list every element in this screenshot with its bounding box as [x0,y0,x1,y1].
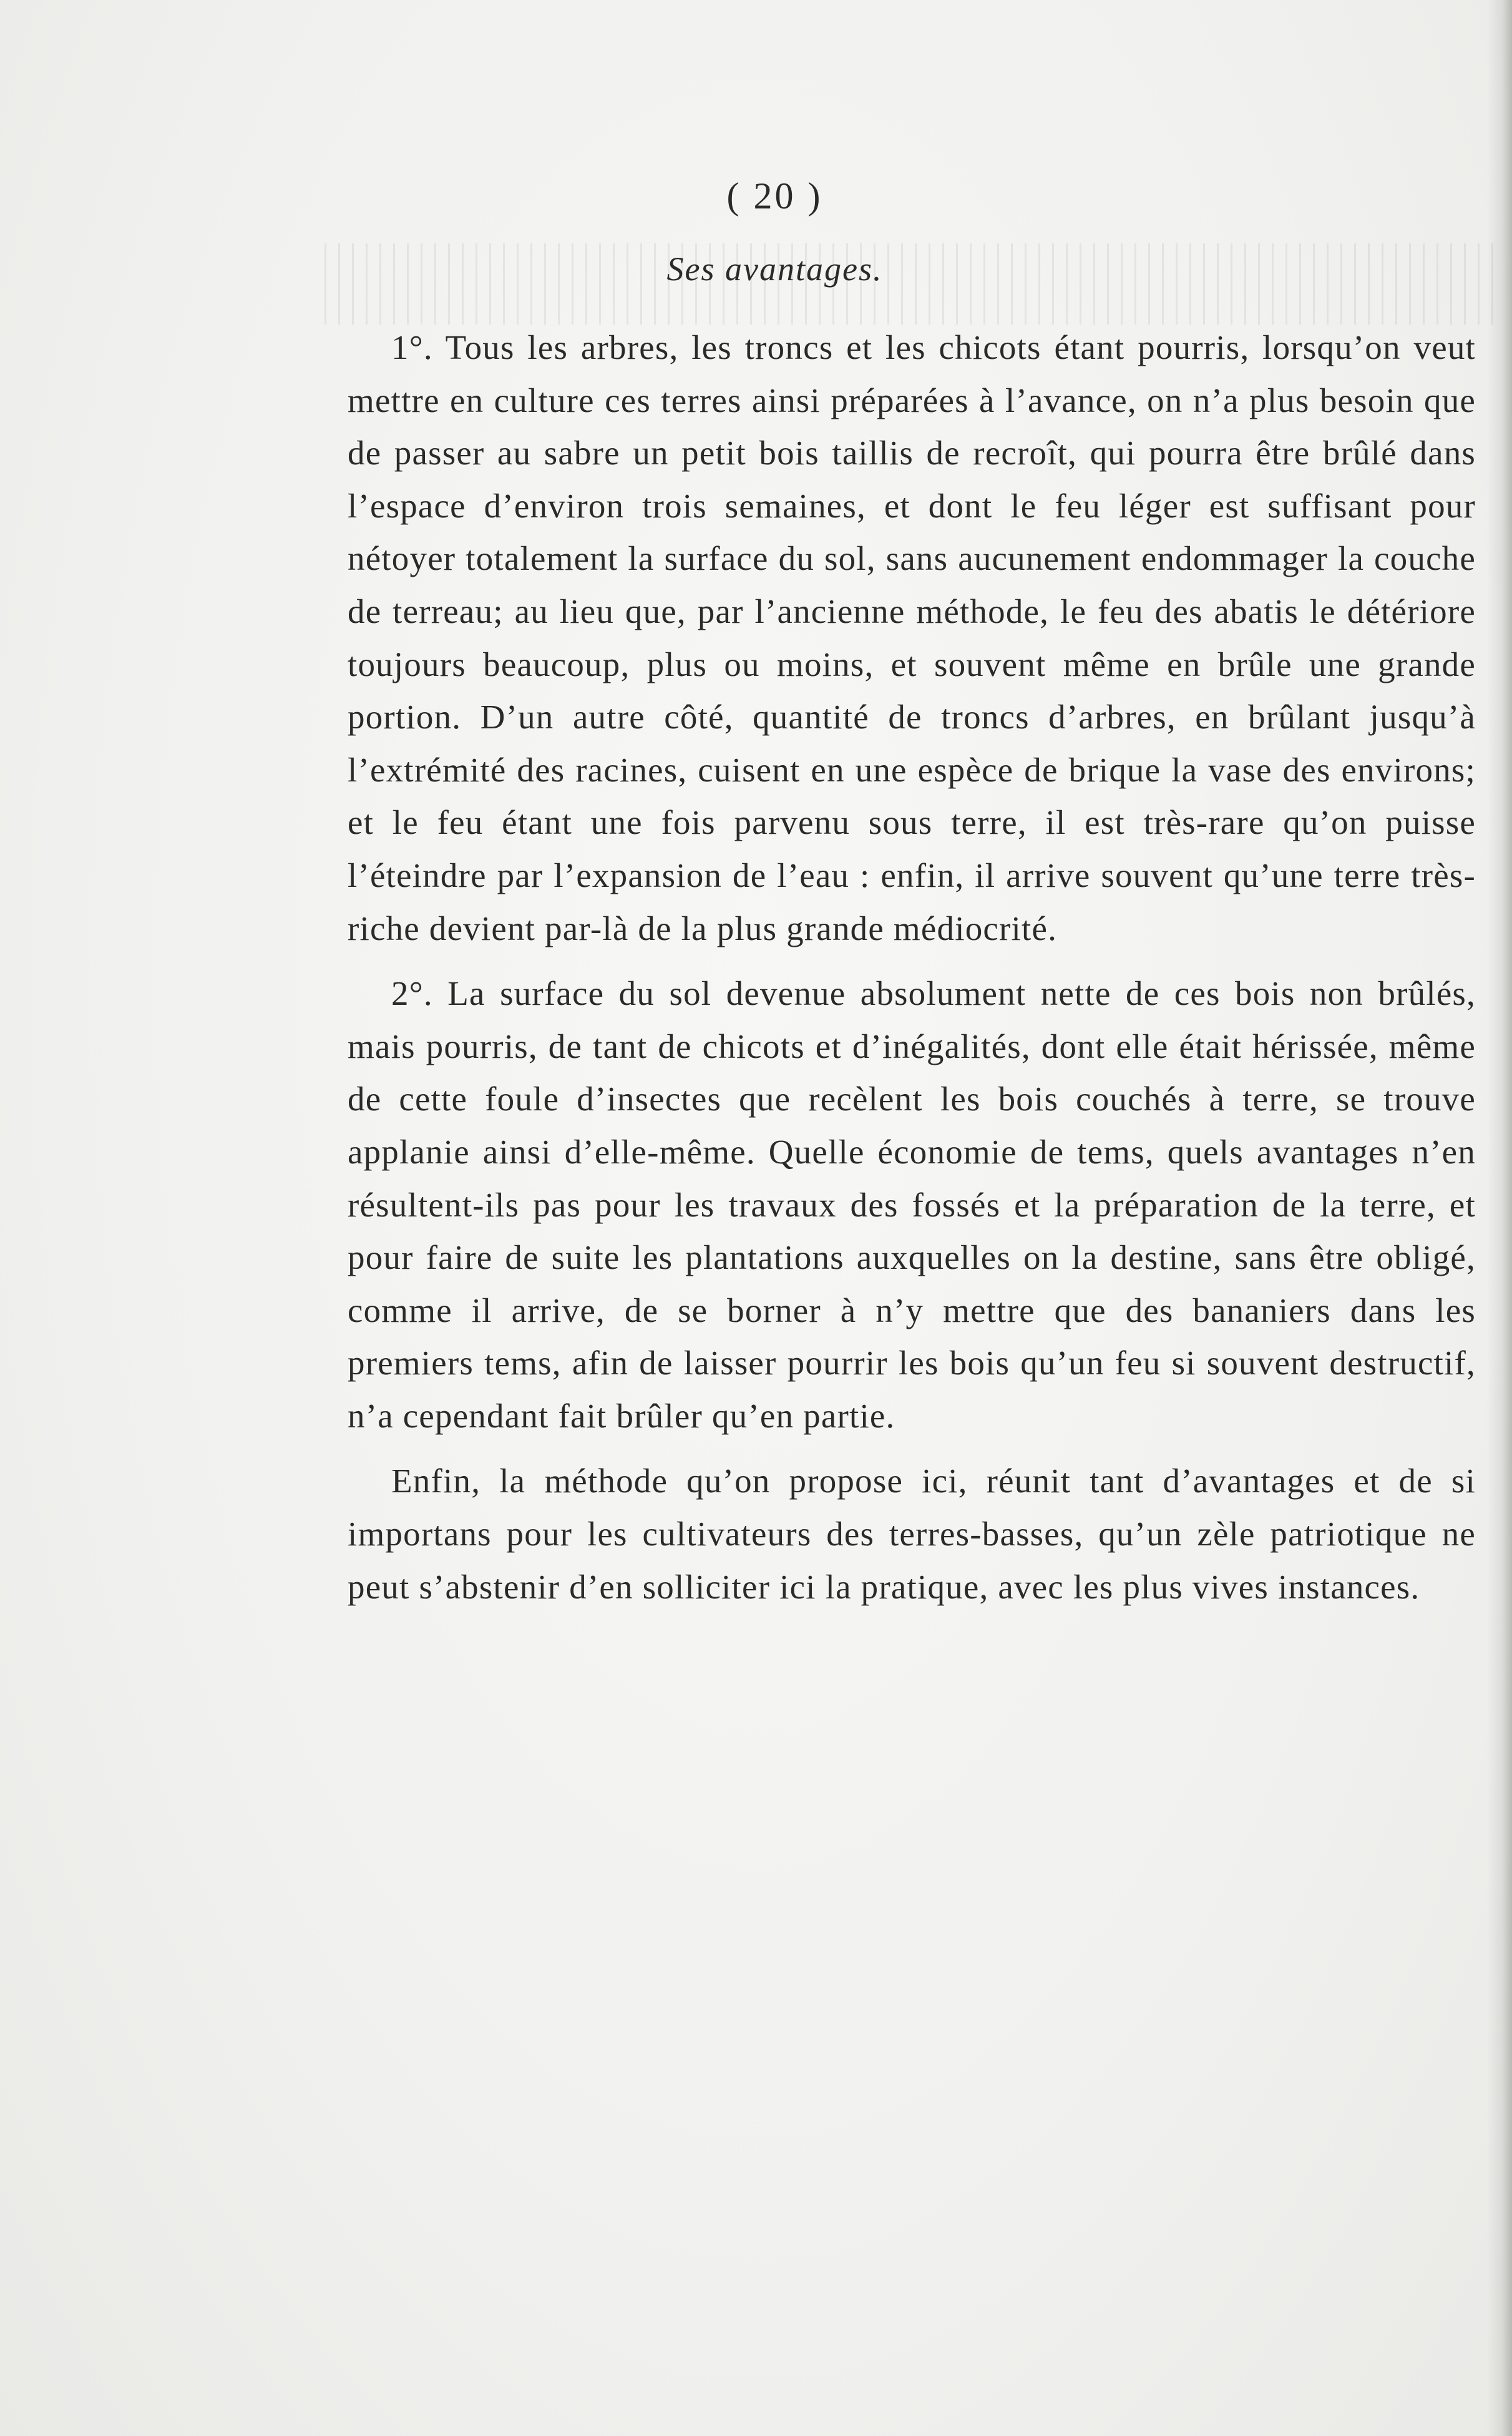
paragraph-3: Enfin, la méthode qu’on propose ici, réunit tant d’avantages et de si importans pour les cultivateurs des terres-basses, qu’un zèle patriotique ne peut s’abstenir d’en solliciter ici la pratique, avec les plus vives instances. [348,1462,1476,1606]
page-edge-shadow [1487,0,1512,2436]
paragraph-1: 1°. Tous les arbres, les troncs et les chicots étant pourris, lorsqu’on veut mettre en culture ces terres ainsi préparées à l’avance, on n’a plus besoin que de passer au sabre un petit bois taillis de recroît, qui pourra être brûlé dans l’espace d’environ trois semaines, et dont le feu léger est suffisant pour nétoyer totalement la surface du sol, sans aucunement endommager la couche de terreau; au lieu que, par l’ancienne méthode, le feu des abatis le détériore toujours beaucoup, plus ou moins, et souvent même en brûle une grande portion. D’un autre côté, quantité de troncs d’arbres, en brûlant jusqu’à l’extrémité des racines, cuisent en une espèce de brique la vase des environs; et le feu étant une fois parvenu sous terre, il est très-rare qu’on puisse l’éteindre par l’expansion de l’eau : enfin, il arrive souvent qu’une terre très-riche devient par-là de la plus grande médiocrité. [348,328,1476,947]
body-text [348,321,1476,1613]
page-number: ( 20 ) [726,175,823,217]
section-heading: Ses avantages. [666,250,883,288]
paragraph-2: 2°. La surface du sol devenue absolument nette de ces bois non brûlés, mais pourris, de tant de chicots et d’inégalités, dont elle était hérissée, même de cette foule d’insectes que recèlent les bois couchés à terre, se trouve applanie ainsi d’elle-même. Quelle économie de tems, quels avantages n’en résultent-ils pas pour les travaux des fossés et la préparation de la terre, et pour faire de suite les plantations auxquelles on la destine, sans être obligé, comme il arrive, de se borner à n’y mettre que des bananiers dans les premiers tems, afin de laisser pourrir les bois qu’un feu si souvent destructif, n’a cependant fait brûler qu’en partie. [348,974,1476,1435]
